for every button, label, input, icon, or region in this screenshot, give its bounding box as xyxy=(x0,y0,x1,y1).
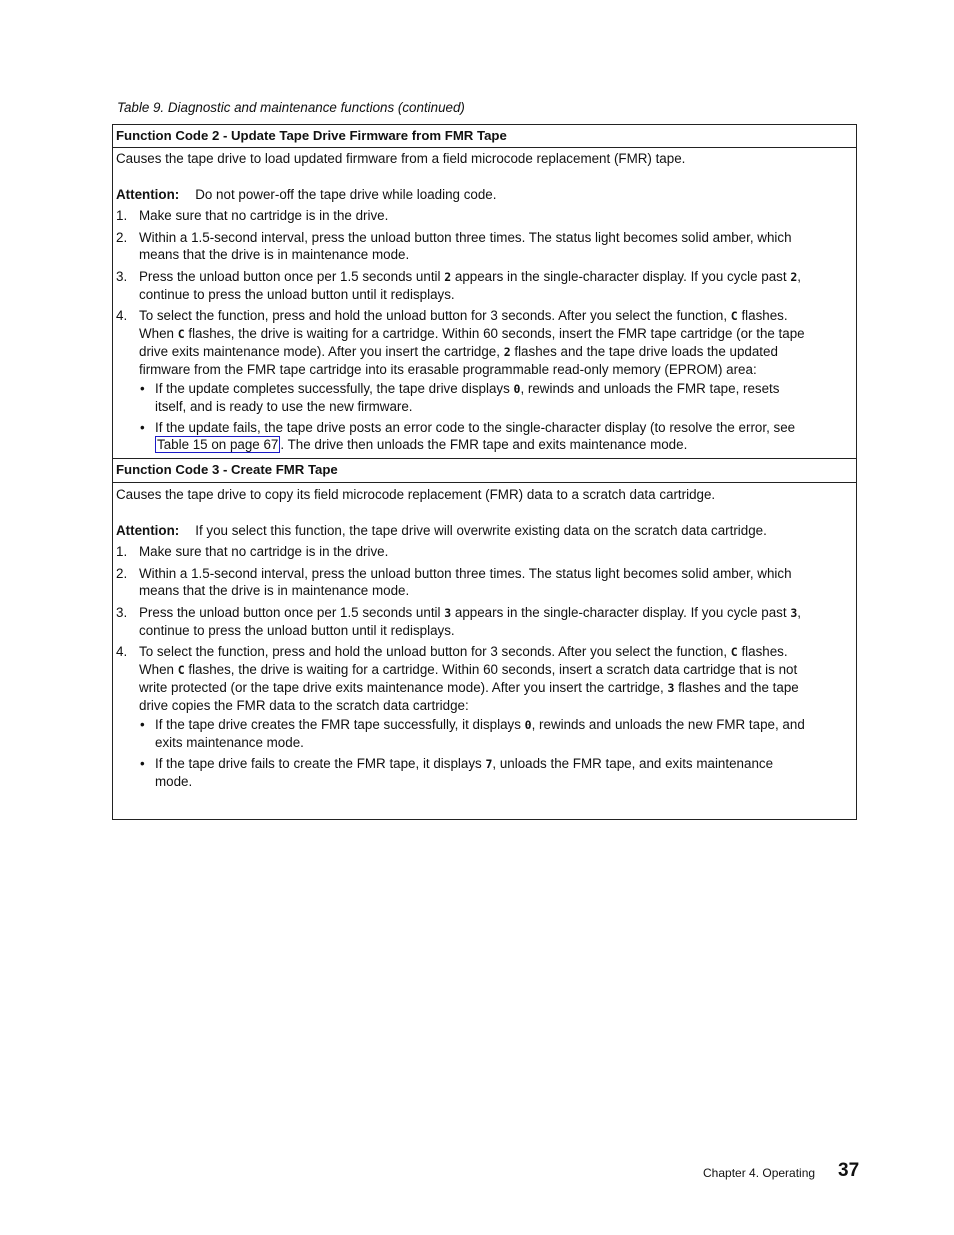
text-line: means that the drive is in maintenance mode. xyxy=(139,247,410,262)
text-run: appears in the single-character display. If you cycle past xyxy=(451,269,791,284)
text-run: flashes. xyxy=(737,644,788,659)
text-line: mode. xyxy=(155,774,193,789)
display-code: 3 xyxy=(790,606,798,620)
text-run: When xyxy=(139,662,178,677)
diagnostic-functions-table xyxy=(112,124,857,820)
display-code: 0 xyxy=(524,718,532,732)
text-run: If the update completes successfully, the tape drive displays xyxy=(155,381,514,396)
footer-chapter: Chapter 4. Operating xyxy=(703,1166,816,1180)
text-line: firmware from the FMR tape cartridge into its erasable programmable read-only memory (EPROM) area: xyxy=(139,362,757,377)
text-run: flashes and the tape drive loads the updated xyxy=(510,344,778,359)
text-line: continue to press the unload button until it redisplays. xyxy=(139,287,455,302)
text-line: Within a 1.5-second interval, press the unload button three times. The status light becomes solid amber, which xyxy=(139,230,792,245)
text-line: itself, and is ready to use the new firmware. xyxy=(155,399,413,414)
text-run: flashes. xyxy=(737,308,788,323)
text-run: drive exits maintenance mode). After you insert the cartridge, xyxy=(139,344,504,359)
text-run: flashes, the drive is waiting for a cartridge. Within 60 seconds, insert a scratch data cartridge that is not xyxy=(184,662,798,677)
text-run: , xyxy=(797,605,801,620)
text-run: write protected (or the tape drive exits maintenance mode). After you insert the cartridge, xyxy=(139,680,668,695)
display-code: C xyxy=(177,327,185,341)
step-number: 2. xyxy=(116,566,128,581)
text-run: flashes and the tape xyxy=(674,680,799,695)
table-15-link[interactable]: Table 15 on page 67 xyxy=(157,437,279,452)
text-run: Press the unload button once per 1.5 seconds until xyxy=(139,605,445,620)
text-line: exits maintenance mode. xyxy=(155,735,304,750)
fc3-step-2 xyxy=(139,565,855,599)
fc3-attention xyxy=(116,522,767,539)
text-line: means that the drive is in maintenance mode. xyxy=(139,583,410,598)
fc2-step-2 xyxy=(139,229,855,263)
text-run: To select the function, press and hold the unload button for 3 seconds. After you select the function, xyxy=(139,308,731,323)
fc3-bullet-success xyxy=(155,716,855,751)
text-run: , rewinds and unloads the new FMR tape, and xyxy=(531,717,805,732)
fc2-step-4 xyxy=(139,307,855,378)
text-run: To select the function, press and hold the unload button for 3 seconds. After you select the function, xyxy=(139,644,731,659)
attention-text: If you select this function, the tape drive will overwrite existing data on the scratch data cartridge. xyxy=(195,523,767,538)
attention-label: Attention: xyxy=(116,523,180,538)
fc3-step-3 xyxy=(139,604,855,639)
step-number: 4. xyxy=(116,308,128,323)
text-run: appears in the single-character display. If you cycle past xyxy=(451,605,791,620)
display-code: 3 xyxy=(667,681,675,695)
text-run: , unloads the FMR tape, and exits maintenance xyxy=(492,756,774,771)
text-run: If the tape drive fails to create the FMR tape, it displays xyxy=(155,756,486,771)
fc3-intro: Causes the tape drive to copy its field microcode replacement (FMR) data to a scratch data cartridge. xyxy=(116,487,716,502)
text-line: If the update fails, the tape drive posts an error code to the single-character display (to resolve the error, see xyxy=(155,420,796,435)
display-code: C xyxy=(730,645,738,659)
fc3-bullet-failure xyxy=(155,755,855,790)
display-code: 2 xyxy=(790,270,798,284)
text-run: . The drive then unloads the FMR tape and exits maintenance mode. xyxy=(280,437,688,452)
text-run: Press the unload button once per 1.5 seconds until xyxy=(139,269,445,284)
display-code: 2 xyxy=(503,345,511,359)
text-line: continue to press the unload button until it redisplays. xyxy=(139,623,455,638)
text-run: , xyxy=(797,269,801,284)
bullet-icon: • xyxy=(140,420,145,435)
bullet-icon: • xyxy=(140,717,145,732)
display-code: 7 xyxy=(485,757,493,771)
fc3-step-4 xyxy=(139,643,855,714)
fc2-intro: Causes the tape drive to load updated firmware from a field microcode replacement (FMR) tape. xyxy=(116,151,686,166)
step-number: 3. xyxy=(116,605,128,620)
bullet-icon: • xyxy=(140,756,145,771)
step-number: 1. xyxy=(116,544,128,559)
fc2-attention xyxy=(116,186,496,203)
text-run: If the tape drive creates the FMR tape successfully, it displays xyxy=(155,717,525,732)
display-code: 0 xyxy=(513,382,521,396)
display-code: 3 xyxy=(444,606,452,620)
text-line: drive copies the FMR data to the scratch data cartridge: xyxy=(139,698,469,713)
function-code-2-header: Function Code 2 - Update Tape Drive Firmware from FMR Tape xyxy=(113,125,856,148)
step-number: 2. xyxy=(116,230,128,245)
text-line: Within a 1.5-second interval, press the unload button three times. The status light becomes solid amber, which xyxy=(139,566,792,581)
display-code: C xyxy=(730,309,738,323)
text-run: When xyxy=(139,326,178,341)
step-number: 1. xyxy=(116,208,128,223)
display-code: 2 xyxy=(444,270,452,284)
text-run: , rewinds and unloads the FMR tape, resets xyxy=(520,381,780,396)
table-caption: Table 9. Diagnostic and maintenance functions (continued) xyxy=(117,100,465,115)
display-code: C xyxy=(177,663,185,677)
bullet-icon: • xyxy=(140,381,145,396)
attention-label: Attention: xyxy=(116,187,180,202)
fc2-step-1: Make sure that no cartridge is in the drive. xyxy=(139,208,389,223)
fc2-step-3 xyxy=(139,268,855,303)
function-code-3-header: Function Code 3 - Create FMR Tape xyxy=(113,458,856,483)
page-number: 37 xyxy=(838,1160,860,1181)
attention-text: Do not power-off the tape drive while loading code. xyxy=(195,187,497,202)
fc2-bullet-failure xyxy=(155,419,855,453)
step-number: 4. xyxy=(116,644,128,659)
fc3-step-1: Make sure that no cartridge is in the drive. xyxy=(139,544,389,559)
fc2-bullet-success xyxy=(155,380,855,415)
text-run: flashes, the drive is waiting for a cartridge. Within 60 seconds, insert the FMR tape cartridge (or the tape xyxy=(184,326,805,341)
step-number: 3. xyxy=(116,269,128,284)
